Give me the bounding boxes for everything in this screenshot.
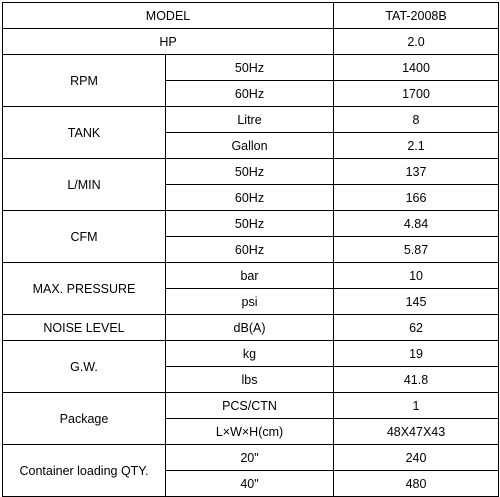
container-unit-1: 20": [166, 445, 334, 471]
row-model: [3, 3, 499, 29]
package-value-1: 1: [334, 393, 499, 419]
model-value: TAT-2008B: [334, 3, 499, 29]
lmin-value-2: 166: [334, 185, 499, 211]
row-gw-kg: [3, 341, 499, 367]
row-hp: [3, 29, 499, 55]
tank-value-1: 8: [334, 107, 499, 133]
rpm-unit-2: 60Hz: [166, 81, 334, 107]
row-container-20: [3, 445, 499, 471]
package-label: Package: [3, 393, 166, 445]
noise-unit: dB(A): [166, 315, 334, 341]
package-unit-1: PCS/CTN: [166, 393, 334, 419]
hp-value: 2.0: [334, 29, 499, 55]
cfm-label: CFM: [3, 211, 166, 263]
gw-label: G.W.: [3, 341, 166, 393]
gw-value-2: 41.8: [334, 367, 499, 393]
gw-value-1: 19: [334, 341, 499, 367]
tank-unit-2: Gallon: [166, 133, 334, 159]
row-tank-litre: [3, 107, 499, 133]
spec-table: [2, 2, 499, 497]
row-cfm-50hz: [3, 211, 499, 237]
gw-unit-2: lbs: [166, 367, 334, 393]
cfm-value-2: 5.87: [334, 237, 499, 263]
package-unit-2: L×W×H(cm): [166, 419, 334, 445]
pressure-value-2: 145: [334, 289, 499, 315]
container-unit-2: 40": [166, 471, 334, 497]
row-pressure-bar: [3, 263, 499, 289]
rpm-label: RPM: [3, 55, 166, 107]
tank-unit-1: Litre: [166, 107, 334, 133]
pressure-unit-2: psi: [166, 289, 334, 315]
container-label: Container loading QTY.: [3, 445, 166, 497]
cfm-unit-1: 50Hz: [166, 211, 334, 237]
cfm-value-1: 4.84: [334, 211, 499, 237]
rpm-value-2: 1700: [334, 81, 499, 107]
gw-unit-1: kg: [166, 341, 334, 367]
rpm-unit-1: 50Hz: [166, 55, 334, 81]
lmin-value-1: 137: [334, 159, 499, 185]
tank-label: TANK: [3, 107, 166, 159]
container-value-2: 480: [334, 471, 499, 497]
pressure-value-1: 10: [334, 263, 499, 289]
tank-value-2: 2.1: [334, 133, 499, 159]
cfm-unit-2: 60Hz: [166, 237, 334, 263]
row-lmin-50hz: [3, 159, 499, 185]
lmin-unit-2: 60Hz: [166, 185, 334, 211]
pressure-label: MAX. PRESSURE: [3, 263, 166, 315]
row-noise: [3, 315, 499, 341]
lmin-unit-1: 50Hz: [166, 159, 334, 185]
noise-label: NOISE LEVEL: [3, 315, 166, 341]
model-label: MODEL: [3, 3, 334, 29]
lmin-label: L/MIN: [3, 159, 166, 211]
container-value-1: 240: [334, 445, 499, 471]
row-rpm-50hz: [3, 55, 499, 81]
noise-value: 62: [334, 315, 499, 341]
package-value-2: 48X47X43: [334, 419, 499, 445]
rpm-value-1: 1400: [334, 55, 499, 81]
pressure-unit-1: bar: [166, 263, 334, 289]
hp-label: HP: [3, 29, 334, 55]
row-package-pcs: [3, 393, 499, 419]
